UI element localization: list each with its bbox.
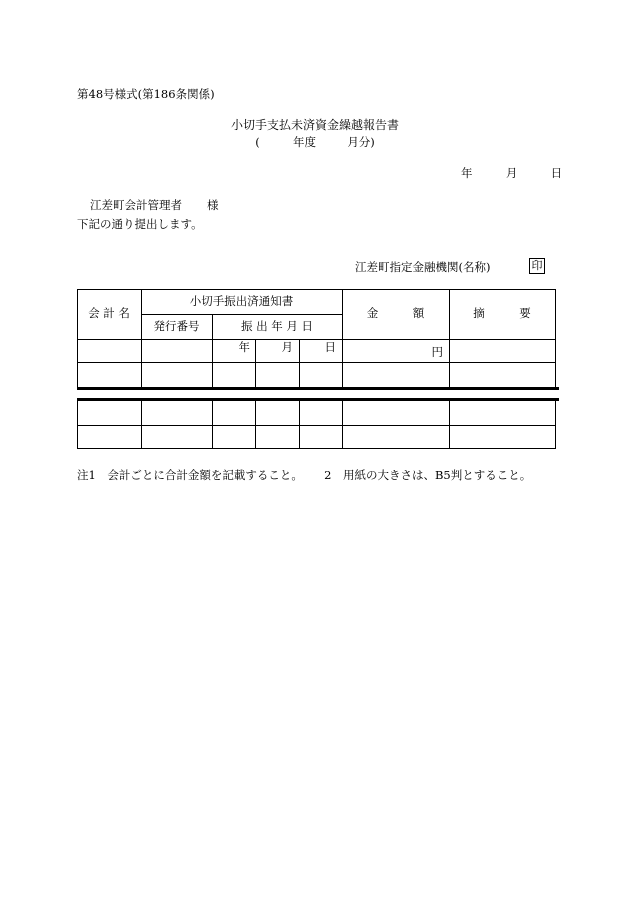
row-day-unit: 日 [324,340,336,354]
table-rule [77,400,78,449]
table-rule [555,289,556,388]
header-account-name: 会 計 名 [88,306,130,320]
table-rule [212,400,213,449]
date-day: 日 [550,166,563,180]
recipient-name: 江差町会計管理者 [90,198,182,212]
footnote [77,470,531,482]
header-issue-number: 発行番号 [153,319,200,333]
table-rule [77,425,556,426]
table-bold-rule [77,387,559,390]
header-amount: 金 額 [366,306,425,320]
table-bold-rule [77,398,559,401]
footnote-item-1: 注1 会計ごとに合計金額を記載すること。 [77,468,303,482]
seal-box: 印 [529,258,545,274]
table-rule [449,400,450,449]
table-rule [77,362,556,363]
table-rule [77,289,556,290]
footnote-item-2: 2 用紙の大きさは、B5判とすること。 [324,468,532,482]
table-rule [342,400,343,449]
header-notice-group: 小切手振出済通知書 [189,294,294,308]
table-rule [77,339,556,340]
table-rule [141,400,142,449]
period-month: 月分) [347,135,375,149]
period-open: ( [255,135,260,149]
row-year-unit: 年 [238,340,250,354]
table-rule [449,289,450,388]
header-issue-date: 振 出 年 月 日 [240,319,314,333]
document-title: 小切手支払未済資金繰越報告書 [230,118,399,132]
table-rule [77,289,78,388]
table-rule [255,400,256,449]
submitter-label: 江差町指定金融機関(名称) [355,260,491,274]
row-yen-unit: 円 [431,345,443,359]
table-rule [342,289,343,388]
date-year: 年 [461,166,473,180]
row-month-unit: 月 [281,340,293,354]
form-number: 第48号様式(第186条関係) [77,87,215,101]
table-rule [77,448,556,449]
recipient-honorific: 様 [207,198,219,212]
submission-statement: 下記の通り提出します。 [77,217,203,231]
table-rule [141,314,342,315]
table-rule [555,400,556,449]
period-year: 年度 [293,135,316,149]
header-summary: 摘 要 [473,306,531,320]
table-rule [299,400,300,449]
date-month: 月 [505,166,518,180]
